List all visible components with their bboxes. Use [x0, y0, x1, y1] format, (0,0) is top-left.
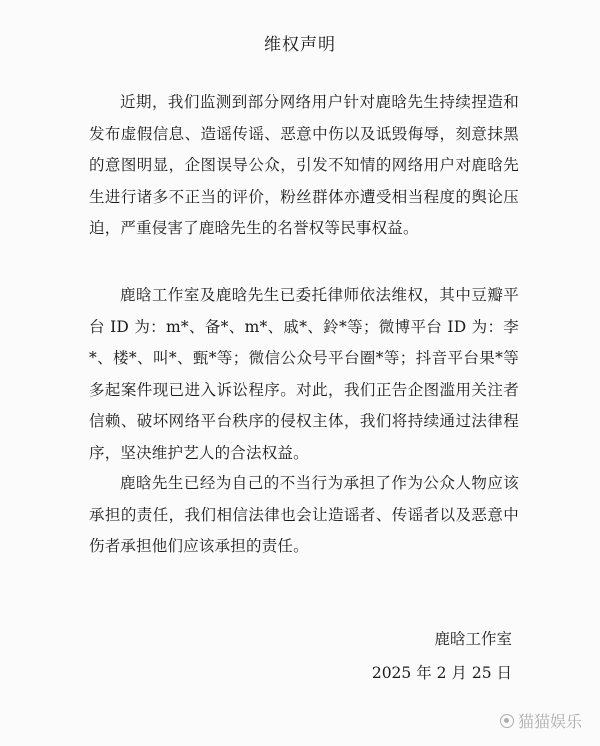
- paragraph-3: 鹿晗先生已经为自己的不当行为承担了作为公众人物应该承担的责任，我们相信法律也会让造谣者、传谣者以及恶意中伤者承担他们应该承担的责任。: [89, 474, 519, 555]
- paragraph-1: 近期，我们监测到部分网络用户针对鹿晗先生持续捏造和发布虚假信息、造谣传谣、恶意中伤以及诋毁侮辱，刻意抹黑的意图明显，企图误导公众，引发不知情的网络用户对鹿晗先生进行诸多不正当的评价，粉丝群体亦遭受相当程度的舆论压迫，严重侵害了鹿晗先生的名誉权等民事权益。: [89, 93, 519, 237]
- signature-date: 2025 年 2 月 25 日: [371, 664, 512, 682]
- paragraph-2: 鹿晗工作室及鹿晗先生已委托律师依法维权，其中豆瓣平台 ID 为：m*、备*、m*、戚*、鈴*等；微博平台 ID 为：李*、楼*、叫*、甄*等；微信公众号平台圈*等；抖音平台果*等多起案件现已进入诉讼程序。对此，我们正告企图滥用关注者信赖、破坏网络平台秩序的侵权主体，我们将持续通过法律程序，坚决维护艺人的合法权益。: [89, 286, 519, 462]
- watermark-text: 猫猫娱乐: [517, 712, 582, 731]
- signature-name: 鹿晗工作室: [434, 630, 512, 648]
- circle-logo-icon: [500, 714, 514, 728]
- document-title: 维权声明: [264, 35, 336, 55]
- watermark: [500, 709, 582, 732]
